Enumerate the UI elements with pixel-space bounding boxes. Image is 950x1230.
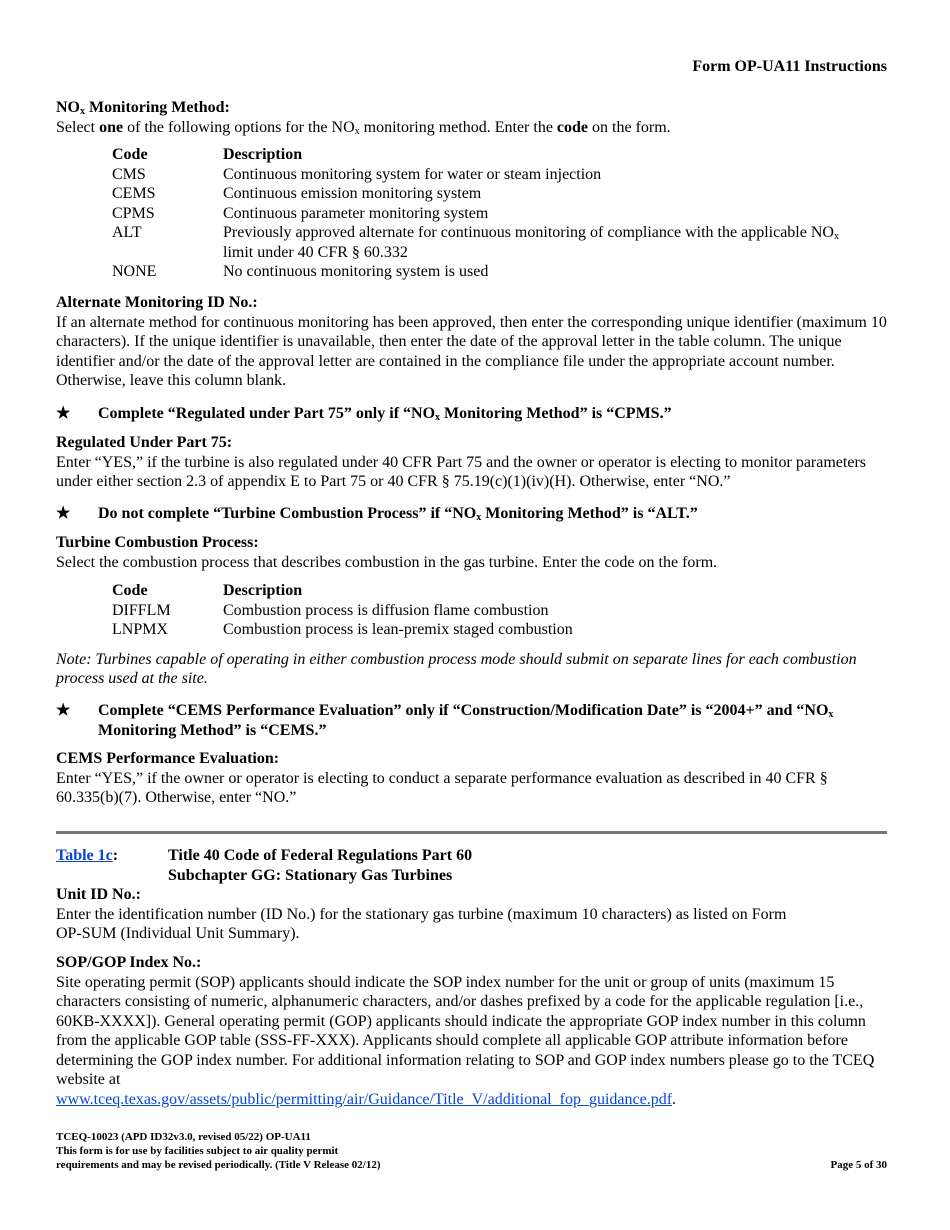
column-header-description: Description — [223, 582, 303, 599]
description-cell: Combustion process is lean-premix staged combustion — [223, 621, 573, 638]
nox-method-heading: $NO_x$ Monitoring Method: — [56, 99, 230, 117]
unit-id-section — [56, 885, 887, 944]
alt-id-section — [56, 293, 887, 391]
cems-eval-text: Enter “YES,” if the owner or operator is electing to conduct a separate performance evaluation as described in 40 CFR § 60.335(b)(7). Otherwise, enter “NO.” — [56, 769, 828, 806]
table-1c-heading — [56, 846, 887, 885]
code-cell: DIFFLM — [112, 601, 171, 619]
table-row — [112, 204, 839, 224]
description-cell: Combustion process is diffusion flame combustion — [223, 601, 549, 619]
description-cell: Continuous parameter monitoring system — [223, 204, 489, 222]
unit-id-text: Enter the identification number (ID No.) for the stationary gas turbine (maximum 10 characters) as listed on Form OP-SUM (Individual Unit Summary). — [56, 905, 787, 942]
table-1c-tag: Table 1c: — [56, 847, 119, 864]
table-header-row — [112, 581, 573, 601]
description-cell: Continuous monitoring system for water or steam injection — [223, 165, 602, 183]
cems-eval-section — [56, 749, 887, 808]
column-header-code: Code — [112, 582, 148, 599]
nox-method-section — [56, 98, 887, 282]
description-cell: No continuous monitoring system is used — [223, 263, 489, 280]
code-cell: ALT — [112, 224, 142, 241]
instruction-star-3 — [56, 701, 887, 740]
nox-method-intro: Select one of the following options for the $NO_x$ monitoring method. Enter the code on the form. — [56, 118, 671, 137]
form-title: Form OP-UA11 Instructions — [692, 58, 887, 75]
table-row — [112, 620, 573, 640]
table-header-row — [112, 145, 839, 165]
instruction-text: Complete “Regulated under Part 75” only if “$NO_x$ Monitoring Method” is “CPMS.” — [98, 405, 672, 423]
star-icon: ★ — [56, 505, 71, 522]
instruction-star-2 — [56, 504, 887, 524]
instruction-text: Do not complete “Turbine Combustion Process” if “$NO_x$ Monitoring Method” is “ALT.” — [98, 505, 698, 523]
description-cell: Previously approved alternate for continuous monitoring of compliance with the applicable $NO_x$ limit under 40 CFR § 60.332 — [223, 224, 839, 261]
instruction-star-1 — [56, 404, 887, 424]
table-row — [112, 223, 839, 262]
table-row — [112, 262, 839, 282]
combustion-intro: Select the combustion process that describes combustion in the gas turbine. Enter the code on the form. — [56, 553, 718, 571]
table-1c-title: Title 40 Code of Federal Regulations Part 60 Subchapter GG: Stationary Gas Turbines — [168, 847, 473, 884]
instruction-text: Complete “CEMS Performance Evaluation” only if “Construction/Modification Date” is “2004+” and “$NO_x$ Monitoring Method” is “CEMS.” — [98, 702, 834, 739]
code-cell: CMS — [112, 165, 146, 183]
part75-text: Enter “YES,” if the turbine is also regulated under 40 CFR Part 75 and the owner or operator is electing to monitor parameters under either section 2.3 of appendix E to Part 75 or 40 CFR § 75.19(c)(1)(iv)(H). Otherwise, enter “NO.” — [56, 453, 866, 490]
code-cell: CEMS — [112, 185, 156, 202]
combustion-note: Note: Turbines capable of operating in either combustion process mode should submit on separate lines for each combustion process used at the site. — [56, 650, 857, 687]
unit-id-heading: Unit ID No.: — [56, 886, 141, 903]
page-number: Page 5 of 30 — [830, 1159, 887, 1171]
footer-revision-note: requirements and may be revised periodically. (Title V Release 02/12) — [56, 1159, 381, 1171]
column-header-code: Code — [112, 146, 148, 163]
cems-eval-heading: CEMS Performance Evaluation: — [56, 750, 280, 767]
star-icon: ★ — [56, 702, 71, 719]
code-cell: LNPMX — [112, 621, 169, 638]
part75-section — [56, 433, 887, 492]
description-cell: Continuous emission monitoring system — [223, 185, 482, 202]
table-row — [112, 165, 839, 185]
nox-method-table — [112, 145, 839, 282]
combustion-heading: Turbine Combustion Process: — [56, 534, 259, 551]
table-row — [112, 184, 839, 204]
sop-gop-section — [56, 953, 887, 1109]
combustion-table — [112, 581, 573, 640]
alt-id-text: If an alternate method for continuous monitoring has been approved, then enter the corresponding unique identifier (maximum 10 characters). If the unique identifier is unavailable, then enter the date of the approval letter in the table column. The unique identifier and/or the date of the approval letter are contained in the compliance file under the appropriate account number. Otherwise, leave this column blank. — [56, 313, 887, 389]
page-footer — [56, 1130, 887, 1172]
sop-gop-text: Site operating permit (SOP) applicants should indicate the SOP index number for the unit or group of units (maximum 15 characters consisting of numeric, alphanumeric characters, and/or dashes prefixed by a code for the applicable regulation [i.e., 60KB-XXXX]). General operating permit (GOP) applicants should indicate the appropriate GOP index number in this column from the applicable GOP table (SSS-FF-XXX). Applicants should complete all applicable GOP attribute information before determining the GOP index number. For additional information relating to SOP and GOP index numbers please go to the TCEQ website at www.tceq.texas.gov/assets/public/permitting/air/Guidance/Title_V/additional_fop_guidance.pdf. — [56, 973, 875, 1108]
code-cell: CPMS — [112, 204, 155, 222]
combustion-section — [56, 533, 887, 689]
table-1c-link[interactable]: Table 1c — [56, 847, 113, 864]
alt-id-heading: Alternate Monitoring ID No.: — [56, 294, 258, 311]
sop-gop-heading: SOP/GOP Index No.: — [56, 954, 202, 971]
part75-heading: Regulated Under Part 75: — [56, 434, 233, 451]
column-header-description: Description — [223, 146, 303, 163]
code-cell: NONE — [112, 263, 157, 280]
table-row — [112, 601, 573, 621]
star-icon: ★ — [56, 405, 71, 422]
section-divider — [56, 831, 887, 834]
footer-form-id: TCEQ-10023 (APD ID32v3.0, revised 05/22) OP-UA11 — [56, 1131, 311, 1143]
footer-usage-note: This form is for use by facilities subject to air quality permit — [56, 1145, 339, 1157]
guidance-link[interactable]: www.tceq.texas.gov/assets/public/permitting/air/Guidance/Title_V/additional_fop_guidance.pdf — [56, 1090, 673, 1108]
